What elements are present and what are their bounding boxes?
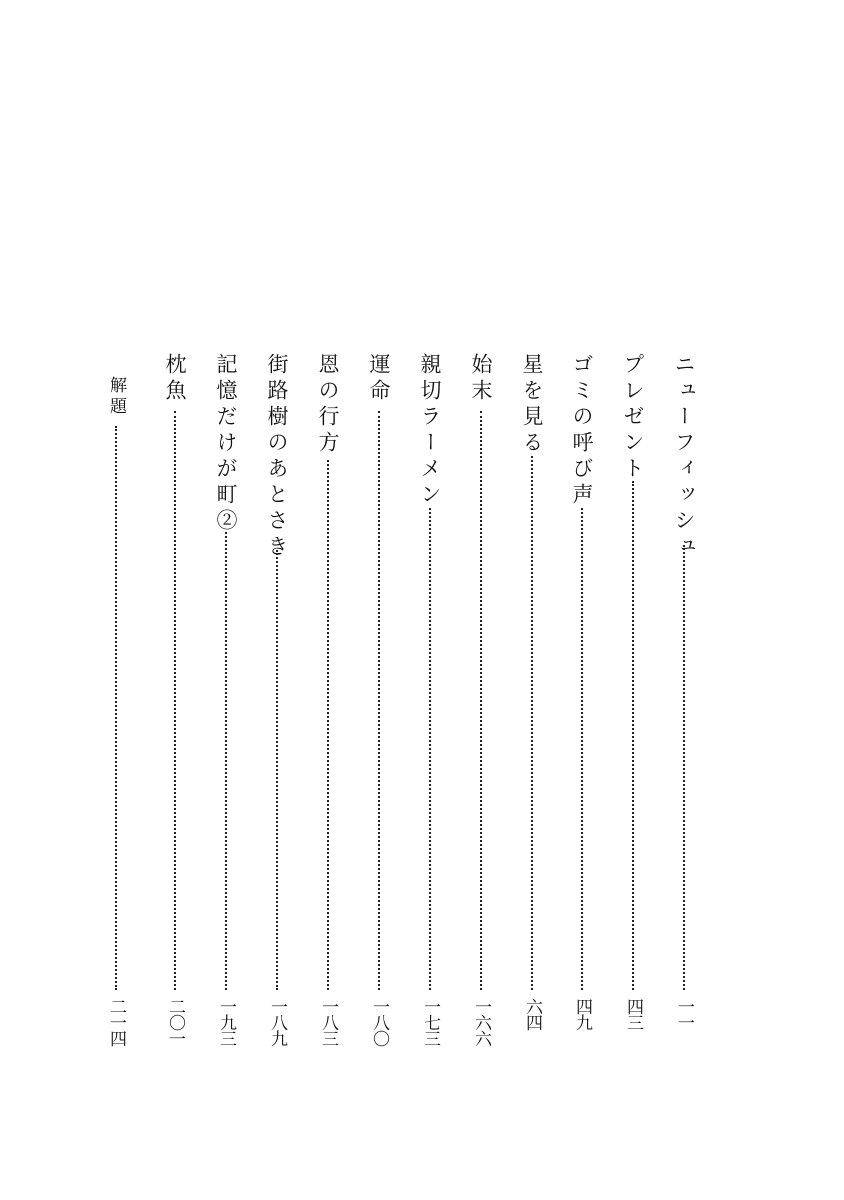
toc-entry-page-number: 一八九 (267, 998, 287, 1046)
toc-entry[interactable] (461, 353, 501, 1053)
dotted-leader (531, 456, 533, 990)
toc-entry[interactable] (410, 353, 450, 1053)
dotted-leader (480, 411, 482, 990)
dotted-leader (225, 532, 227, 990)
toc-entry-title: 恩の行方 (316, 353, 340, 457)
toc-entry-page-number: 二〇一 (165, 998, 185, 1046)
dotted-leader (115, 426, 117, 990)
toc-entry-page-number: 一七三 (420, 998, 440, 1046)
toc-entry[interactable] (257, 353, 297, 1053)
toc-entry-title: 枕魚 (163, 353, 187, 405)
toc-entry-page-number: 一八〇 (369, 998, 389, 1046)
dotted-leader (378, 411, 380, 990)
dotted-leader (174, 411, 176, 990)
toc-entry-title: 始末 (469, 353, 493, 405)
toc-entry-page-number: 一八三 (318, 998, 338, 1046)
toc-entry[interactable] (512, 353, 552, 1053)
toc-entry[interactable] (206, 353, 246, 1053)
toc-entry-title: ニューフィッシュ (672, 353, 696, 561)
toc-entry[interactable] (562, 353, 602, 1053)
toc-entry-title: 運命 (367, 353, 391, 405)
dotted-leader (276, 550, 278, 990)
dotted-leader (683, 545, 685, 990)
dotted-leader (429, 508, 431, 990)
toc-entry[interactable] (308, 353, 348, 1053)
toc-entry[interactable] (613, 353, 653, 1053)
toc-entry-title: プレゼント (621, 353, 645, 483)
toc-entry-title: 親切ラーメン (418, 353, 442, 509)
toc-entry-page-number: 四九 (572, 998, 592, 1030)
toc-entry[interactable] (96, 376, 136, 1076)
toc-entry-title: 解題 (106, 376, 126, 418)
toc-entry-title: 星を見る (520, 353, 544, 457)
dotted-leader (327, 460, 329, 990)
toc-entry-page-number: 一九三 (216, 998, 236, 1046)
toc-entry-page-number: 二一四 (106, 998, 126, 1046)
toc-entry-page-number: 一六六 (471, 998, 491, 1046)
toc-entry[interactable] (155, 353, 195, 1053)
toc-entry-page-number: 一一 (674, 998, 694, 1030)
dotted-leader (581, 508, 583, 990)
toc-entry-title: 街路樹のあとさき (265, 353, 289, 561)
toc-entry-page-number: 六四 (522, 998, 542, 1030)
toc-entry[interactable] (664, 353, 704, 1053)
toc-entry-page-number: 四三 (623, 998, 643, 1030)
toc-entry[interactable] (359, 353, 399, 1053)
toc-entry-title: ゴミの呼び声 (570, 353, 594, 509)
toc-entry-title: 記憶だけが町② (214, 353, 238, 535)
dotted-leader (632, 481, 634, 990)
